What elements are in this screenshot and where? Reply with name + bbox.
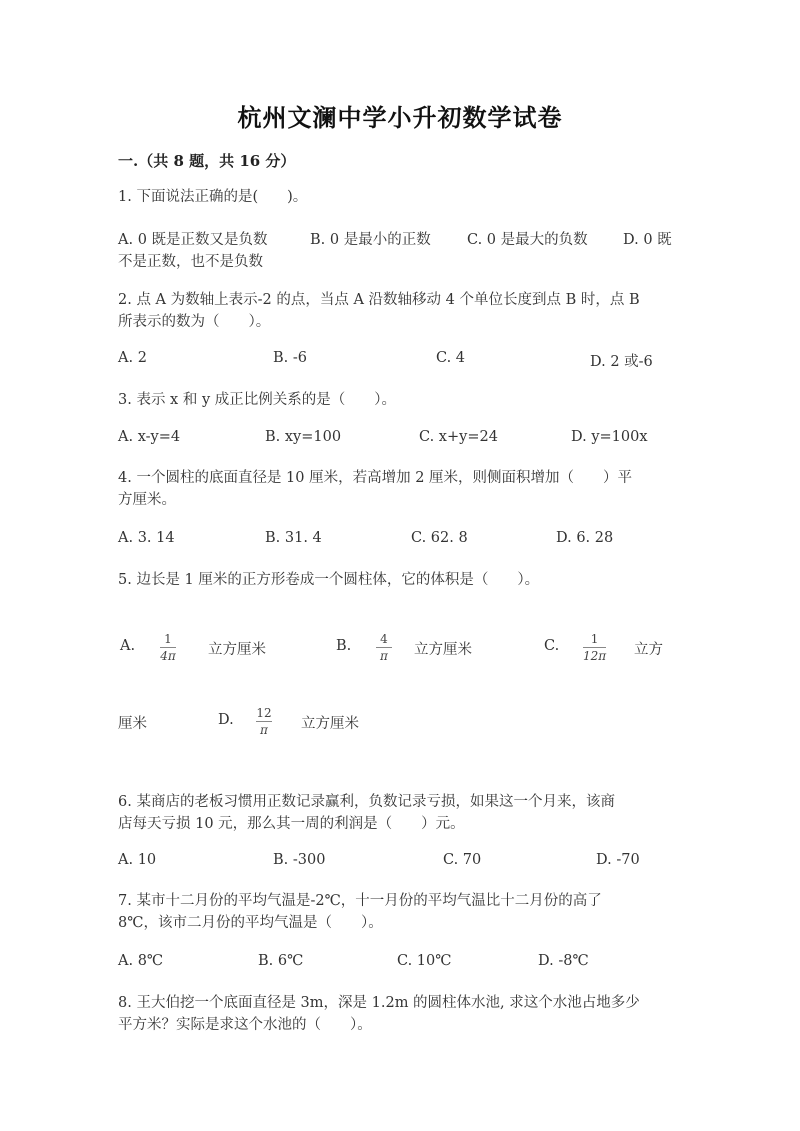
question-3-option-c: C. x+y=24 (419, 429, 498, 445)
section-heading: 一.（共 8 题，共 16 分） (118, 152, 296, 170)
question-5-option-d-label: D. (218, 712, 234, 728)
question-4-option-a: A. 3. 14 (118, 530, 175, 546)
question-1-option-d: D. 0 既 (623, 232, 672, 248)
question-5-option-b-unit: 立方厘米 (414, 642, 472, 658)
question-4-option-c: C. 62. 8 (411, 530, 468, 546)
question-3-option-a: A. x-y=4 (118, 429, 181, 445)
question-5-option-a-unit: 立方厘米 (208, 642, 266, 658)
fraction-bar (583, 647, 606, 648)
question-5-option-a-label: A. (120, 638, 136, 654)
question-1-option-c: C. 0 是最大的负数 (467, 232, 588, 248)
question-5-option-b-label: B. (336, 638, 352, 654)
question-3-option-b: B. xy=100 (265, 429, 342, 445)
question-7-stem-line-1: 7. 某市十二月份的平均气温是-2℃，十一月份的平均气温比十二月份的高了 (118, 893, 602, 909)
question-4-option-d: D. 6. 28 (556, 530, 614, 546)
fraction-denominator: π (380, 649, 388, 663)
question-2-option-a: A. 2 (118, 350, 147, 366)
page-title: 杭州文澜中学小升初数学试卷 (237, 103, 563, 132)
fraction-numerator: 1 (590, 632, 599, 646)
question-1-option-d-wrap: 不是正数，也不是负数 (118, 254, 263, 270)
question-8-stem-line-1: 8. 王大伯挖一个底面直径是 3m，深是 1.2m 的圆柱体水池, 求这个水池占地多少 (118, 995, 640, 1011)
question-6-option-a: A. 10 (118, 852, 157, 868)
fraction-bar (376, 647, 392, 648)
question-5-option-c-wrap: 厘米 (118, 716, 147, 732)
question-6-option-b: B. -300 (273, 852, 326, 868)
question-2-option-c: C. 4 (436, 350, 466, 366)
question-7-option-b: B. 6℃ (258, 953, 304, 969)
question-5-stem: 5. 边长是 1 厘米的正方形卷成一个圆柱体，它的体积是（ ）。 (118, 572, 540, 588)
question-4-option-b: B. 31. 4 (265, 530, 322, 546)
fraction-bar (160, 647, 176, 648)
question-7-option-d: D. -8℃ (538, 953, 589, 969)
question-5-option-b-fraction (376, 632, 392, 663)
fraction-denominator: π (260, 723, 268, 737)
question-7-stem-line-2: 8℃，该市二月份的平均气温是（ ）。 (118, 915, 383, 931)
question-3-option-d: D. y=100x (571, 429, 648, 445)
question-2-option-d: D. 2 或-6 (590, 354, 653, 370)
question-1-option-a: A. 0 既是正数又是负数 (118, 232, 268, 248)
question-8-stem-line-2: 平方米？实际是求这个水池的（ ）。 (118, 1017, 372, 1033)
question-2-option-b: B. -6 (273, 350, 307, 366)
fraction-numerator: 4 (380, 632, 388, 646)
question-2-stem-line-2: 所表示的数为（ ）。 (118, 314, 271, 330)
question-6-stem-line-1: 6. 某商店的老板习惯用正数记录赢利，负数记录亏损，如果这一个月来，该商 (118, 794, 615, 810)
question-1-option-b: B. 0 是最小的正数 (310, 232, 431, 248)
fraction-numerator: 12 (256, 706, 272, 720)
question-5-option-c-fraction (583, 632, 606, 663)
question-2-stem-line-1: 2. 点 A 为数轴上表示-2 的点，当点 A 沿数轴移动 4 个单位长度到点 B 时，点 B (118, 292, 640, 308)
question-5-option-c-unit: 立方 (634, 642, 663, 658)
question-5-option-d-fraction (256, 706, 272, 737)
question-6-stem-line-2: 店每天亏损 10 元，那么其一周的利润是（ ）元。 (118, 816, 465, 832)
question-4-stem-line-2: 方厘米。 (118, 492, 176, 508)
fraction-bar (256, 721, 272, 722)
fraction-numerator: 1 (164, 632, 172, 646)
question-1-stem: 1. 下面说法正确的是( )。 (118, 189, 308, 205)
question-5-option-c-label: C. (544, 638, 560, 654)
question-7-option-c: C. 10℃ (397, 953, 452, 969)
question-5-option-d-unit: 立方厘米 (301, 716, 359, 732)
question-6-option-c: C. 70 (443, 852, 482, 868)
fraction-denominator: 4π (160, 649, 176, 663)
question-7-option-a: A. 8℃ (118, 953, 164, 969)
question-5-option-a-fraction (160, 632, 176, 663)
question-6-option-d: D. -70 (596, 852, 640, 868)
question-3-stem: 3. 表示 x 和 y 成正比例关系的是（ ）。 (118, 392, 396, 408)
fraction-denominator: 12π (583, 649, 607, 663)
question-4-stem-line-1: 4. 一个圆柱的底面直径是 10 厘米，若高增加 2 厘米，则侧面积增加（ ）平 (118, 470, 633, 486)
